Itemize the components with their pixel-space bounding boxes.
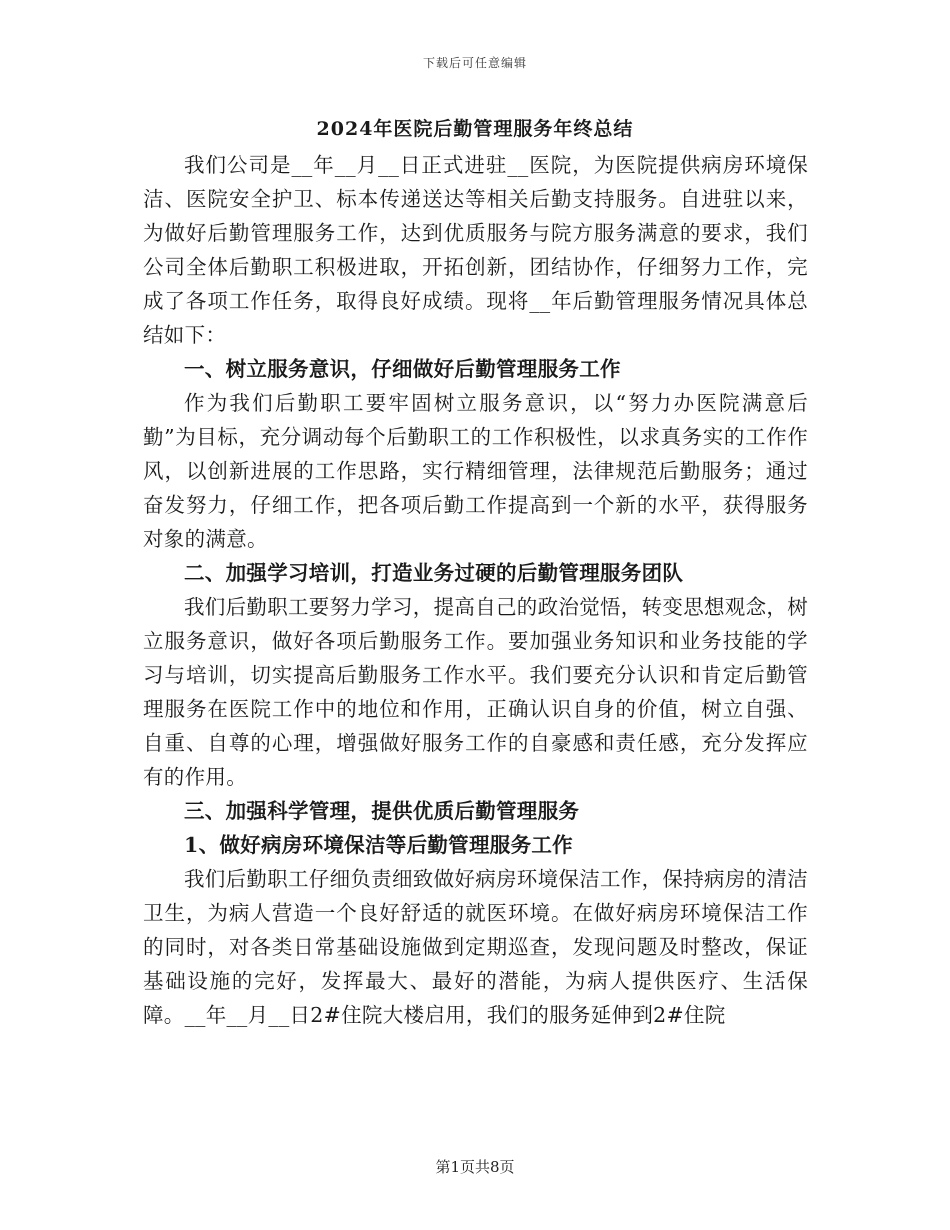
paragraph-section-1: 作为我们后勤职工要牢固树立服务意识，以“努力办医院满意后勤”为目标，充分调动每个后勤职工的工作积极性，以求真务实的工作作风，以创新进展的工作思路，实行精细管理，法律规范后勤服务；通过奋发努力，仔细工作，把各项后勤工作提高到一个新的水平，获得服务对象的满意。 (143, 391, 808, 551)
page-footer: 第1页共8页 (435, 1158, 515, 1176)
paragraph-intro: 我们公司是__年__月__日正式进驻__医院，为医院提供病房环境保洁、医院安全护卫、标本传递送达等相关后勤支持服务。自进驻以来，为做好后勤管理服务工作，达到优质服务与院方服务满意的要求，我们公司全体后勤职工积极进取，开拓创新，团结协作，仔细努力工作，完成了各项工作任务，取得良好成绩。现将__年后勤管理服务情况具体总结如下： (143, 153, 808, 347)
subsection-heading-3-1: 1、做好病房环境保洁等后勤管理服务工作 (184, 833, 573, 857)
section-heading-3: 三、加强科学管理，提供优质后勤管理服务 (184, 799, 580, 823)
paragraph-subsection-3-1: 我们后勤职工仔细负责细致做好病房环境保洁工作，保持病房的清洁卫生，为病人营造一个良好舒适的就医环境。在做好病房环境保洁工作的同时，对各类日常基础设施做到定期巡查，发现问题及时整改，保证基础设施的完好，发挥最大、最好的潜能，为病人提供医疗、生活保障。__年__月__日2#住院大楼启用，我们的服务延伸到2#住院 (143, 867, 808, 1027)
paragraph-section-2: 我们后勤职工要努力学习，提高自己的政治觉悟，转变思想观念，树立服务意识，做好各项后勤服务工作。要加强业务知识和业务技能的学习与培训，切实提高后勤服务工作水平。我们要充分认识和肯定后勤管理服务在医院工作中的地位和作用，正确认识自身的价值，树立自强、自重、自尊的心理，增强做好服务工作的自豪感和责任感，充分发挥应有的作用。 (143, 595, 808, 789)
document-body (143, 148, 808, 1032)
header-note: 下载后可任意编辑 (422, 56, 527, 70)
document-title: 2024年医院后勤管理服务年终总结 (316, 118, 634, 140)
section-heading-1: 一、树立服务意识，仔细做好后勤管理服务工作 (184, 357, 621, 381)
section-heading-2: 二、加强学习培训，打造业务过硬的后勤管理服务团队 (184, 561, 684, 585)
